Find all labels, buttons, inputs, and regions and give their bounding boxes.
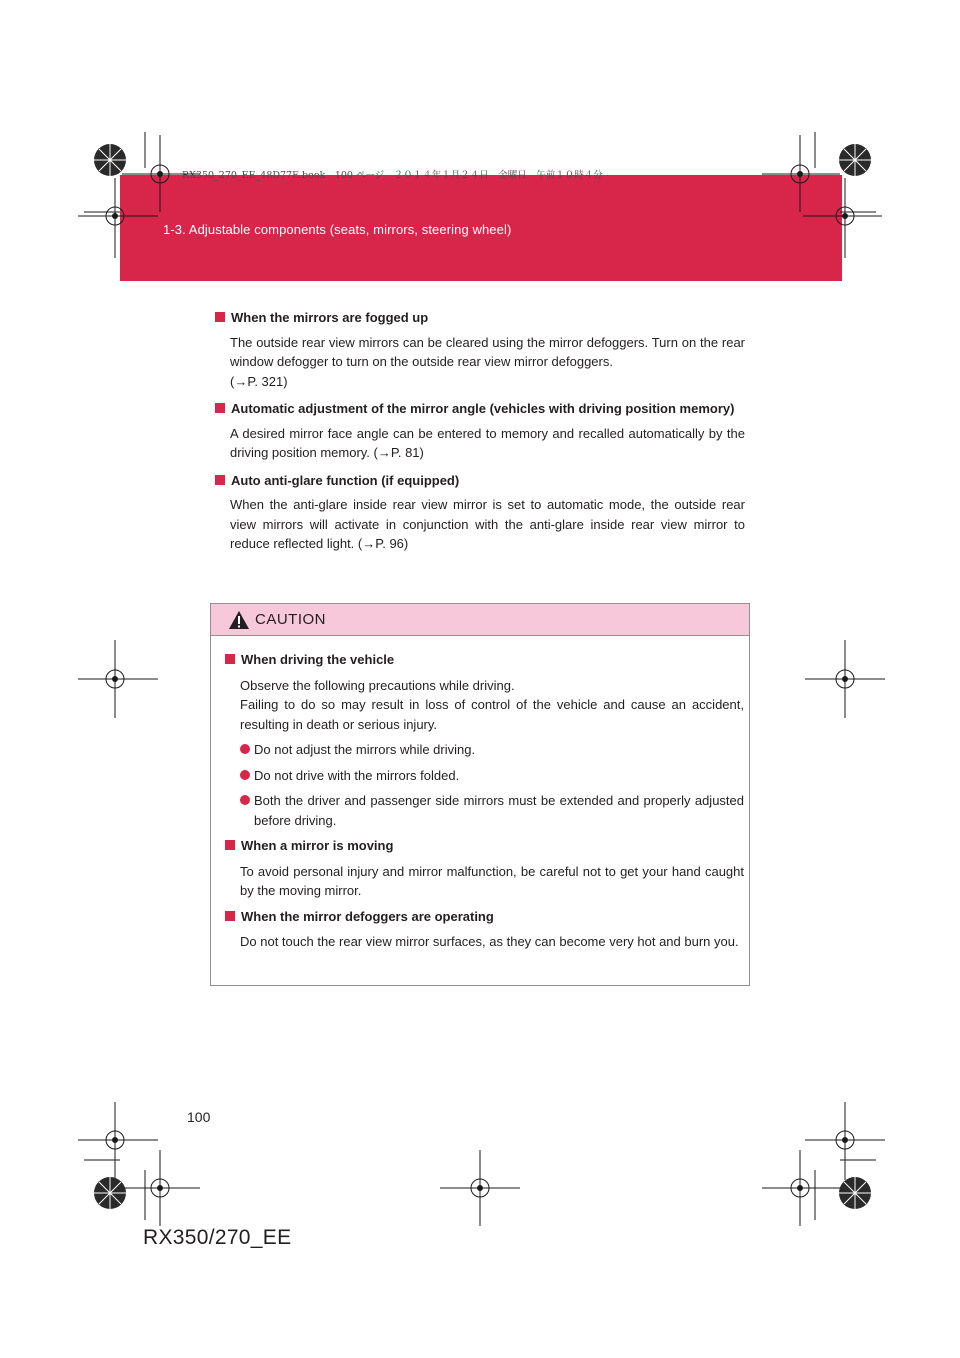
- topic-heading: [223, 907, 744, 927]
- topic-body: A desired mirror face angle can be entered to memory and recalled automatically by the driving position memory. (→P. 81): [230, 425, 745, 460]
- caution-title: CAUTION: [255, 611, 326, 628]
- caution-body: [211, 636, 749, 952]
- list-item: Both the driver and passenger side mirrors must be extended and properly adjusted before driving.: [240, 791, 744, 830]
- topic-auto-mirror-angle: [213, 399, 745, 463]
- topic-heading: [213, 399, 745, 419]
- topic-heading: [223, 836, 744, 856]
- topic-body: Observe the following precautions while driving. Failing to do so may result in loss of control of the vehicle and cause an accident, resulting in death or serious injury.: [240, 677, 744, 732]
- topic-body: To avoid personal injury and mirror malfunction, be careful not to get your hand caught by the moving mirror.: [240, 863, 744, 898]
- caution-header: [211, 604, 749, 636]
- round-bullet-icon: [240, 795, 250, 805]
- topic-auto-anti-glare: [213, 471, 745, 554]
- topic-title: Auto anti-glare function (if equipped): [231, 472, 460, 488]
- topic-heading: [213, 471, 745, 491]
- topic-heading: [223, 650, 744, 670]
- main-content: [213, 308, 745, 562]
- topic-title: When a mirror is moving: [241, 838, 394, 853]
- caution-topic-defoggers: [223, 907, 744, 952]
- print-mark: RX350_270_EE_48D77E.book 100 ページ ２０１４年１月２４日 金曜日 午前１０時４分: [182, 170, 603, 181]
- list-item: Do not drive with the mirrors folded.: [240, 766, 744, 786]
- topic-title: When the mirrors are fogged up: [231, 310, 429, 325]
- square-bullet-icon: [225, 840, 235, 850]
- topic-body: When the anti-glare inside rear view mirror is set to automatic mode, the outside rear view mirrors will activate in conjunction with the anti-glare inside rear view mirror to reduce reflected light. (→P. 96): [230, 497, 745, 551]
- caution-topic-driving: [223, 650, 744, 830]
- section-label: 1-3. Adjustable components (seats, mirrors, steering wheel): [163, 222, 512, 237]
- caution-box: [210, 603, 750, 986]
- round-bullet-icon: [240, 770, 250, 780]
- model-code: RX350/270_EE: [143, 1226, 292, 1249]
- round-bullet-icon: [240, 744, 250, 754]
- list-item: Do not adjust the mirrors while driving.: [240, 740, 744, 760]
- page-reference: (→P. 321): [230, 373, 288, 389]
- square-bullet-icon: [225, 911, 235, 921]
- topic-mirrors-fogged: [213, 308, 745, 391]
- topic-body: Do not touch the rear view mirror surfaces, as they can become very hot and burn you.: [240, 934, 739, 949]
- topic-body: The outside rear view mirrors can be cleared using the mirror defoggers. Turn on the rear window defogger to turn on the outside rear view mirror defoggers. (→P. 321): [230, 334, 745, 389]
- topic-title: When the mirror defoggers are operating: [241, 908, 494, 924]
- square-bullet-icon: [225, 654, 235, 664]
- caution-topic-mirror-moving: [223, 836, 744, 901]
- square-bullet-icon: [215, 312, 225, 322]
- page-number: 100: [187, 1109, 211, 1125]
- warning-triangle-icon: [228, 610, 250, 630]
- topic-title: When driving the vehicle: [241, 652, 395, 667]
- topic-heading: [213, 308, 745, 328]
- square-bullet-icon: [215, 403, 225, 413]
- topic-title: Automatic adjustment of the mirror angle (vehicles with driving position memory): [231, 401, 735, 416]
- square-bullet-icon: [215, 475, 225, 485]
